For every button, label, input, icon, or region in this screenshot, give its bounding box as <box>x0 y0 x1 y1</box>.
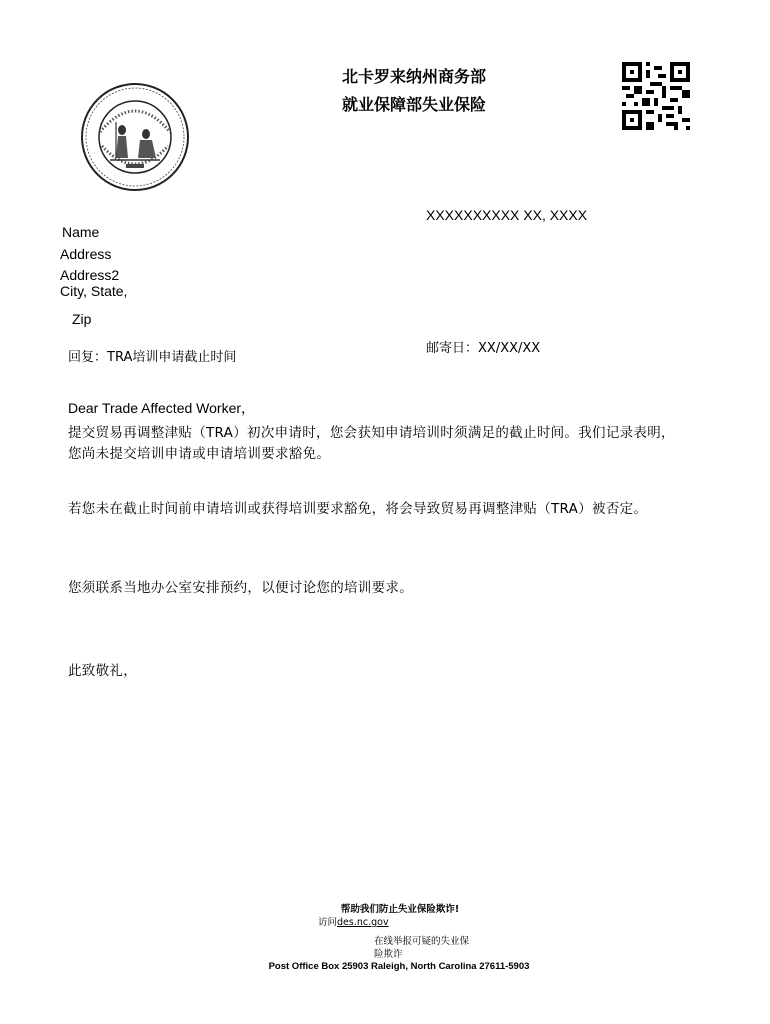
des-website-link[interactable]: des.nc.gov <box>337 917 389 928</box>
recipient-address: Address <box>60 246 112 262</box>
recipient-city-state: City, State, <box>60 283 128 299</box>
body-paragraph-2: 若您未在截止时间前申请培训或获得培训要求豁免，将会导致贸易再调整津贴（TRA）被否定。 <box>68 501 648 517</box>
qr-code-icon <box>622 62 690 130</box>
letter-date: XXXXXXXXXX XX, XXXX <box>426 207 588 223</box>
report-fraud-line2: 险欺诈 <box>374 949 403 960</box>
fraud-notice: 帮助我们防止失业保险欺诈! <box>340 904 460 915</box>
subject-line: 回复：TRA培训申请截止时间 <box>68 350 237 365</box>
body-paragraph-1: 提交贸易再调整津贴（TRA）初次申请时，您会获知申请培训时须满足的截止时间。我们记录表明，您尚未提交培训申请或申请培训要求豁免。 <box>68 425 675 462</box>
closing: 此致敬礼， <box>68 663 137 679</box>
recipient-address2: Address2 <box>60 267 120 283</box>
mailing-date: 邮寄日：XX/XX/XX <box>426 341 541 356</box>
salutation: Dear Trade Affected Worker， <box>68 400 256 416</box>
body-paragraph-3: 您须联系当地办公室安排预约，以便讨论您的培训要求。 <box>68 580 413 596</box>
recipient-zip: Zip <box>72 311 92 327</box>
footer-address: Post Office Box 25903 Raleigh, North Carolina 27611-5903 <box>268 961 530 972</box>
division-name: 就业保障部失业保险 <box>342 95 487 114</box>
department-name: 北卡罗来纳州商务部 <box>342 67 487 86</box>
visit-line <box>300 914 438 928</box>
visit-prefix: 访问 <box>318 917 338 928</box>
report-fraud-line1: 在线举报可疑的失业保 <box>374 936 470 947</box>
nc-state-seal-icon <box>80 82 190 192</box>
recipient-name: Name <box>62 224 100 240</box>
